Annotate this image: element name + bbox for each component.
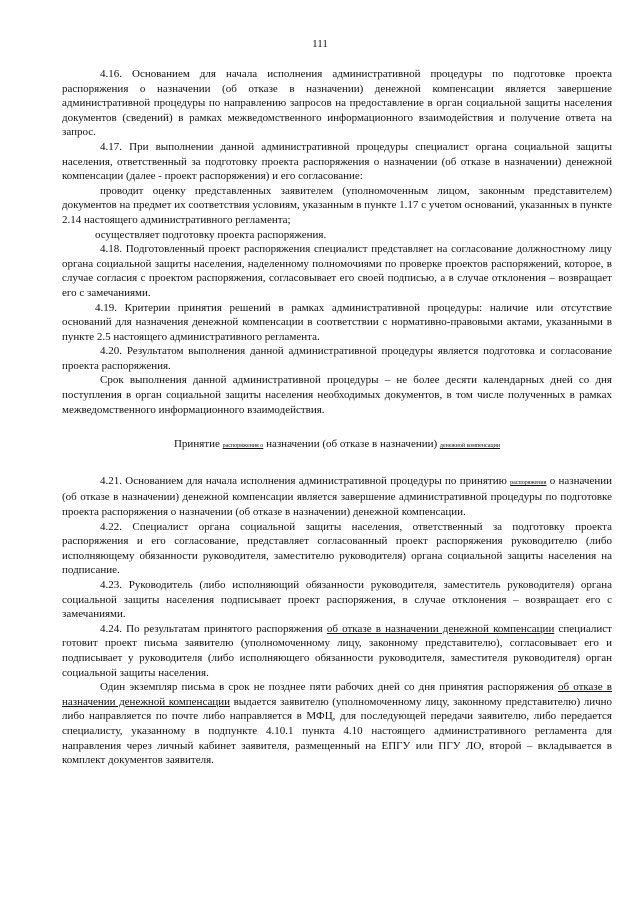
heading-small-b: денежной компенсации — [439, 443, 500, 450]
paragraph-4-21-part-b: о назначении (об отказе в назначении) денежной компенсации является завершение административной процедуры по подготовке проекта распоряжения о назначении (об отказе в назначении) денежной компенсации. — [62, 474, 613, 519]
page-number: 111 — [312, 38, 328, 50]
paragraph-letter-part-c: выдается заявителю (уполномоченному лицу, законному представителю) лично либо направляется по почте либо направляется в МФЦ, для последующей передачи заявителю, либо передается специалисту, указанному в подпункте 4.10.1 пункта 4.10 настоящего административного регламента для направления через личный кабинет заявителя, размещенный на ЕПГУ или ПГУ ЛО, второй – вкладывается в комплект документов заявителя. — [62, 695, 613, 767]
paragraph-4-17-item-1: проводит оценку представленных заявителем (уполномоченным лицом, законным представителем) документов на предмет их соответствия условиям, указанным в пункте 1.17 с учетом оснований, указанных в пункте 2.14 настоящего административного регламента; — [62, 184, 612, 226]
paragraph-deadline: Срок выполнения данной административной процедуры – не более десяти календарных дней со дня поступления в орган социальной защиты населения необходимых документов, в том числе полученных в рамках межведомственного информационного взаимодействия. — [62, 374, 612, 416]
paragraph-4-20: 4.20. Результатом выполнения данной административной процедуры является подготовка и согласование проекта распоряжения. — [62, 345, 612, 372]
paragraph-letter-underlined: об отказе в назначении денежной компенсации — [62, 681, 612, 708]
paragraph-letter — [62, 680, 612, 768]
paragraph-4-19: 4.19. Критерии принятия решений в рамках административной процедуры: наличие или отсутствие оснований для назначения денежной компенсации в соответствии с нормативно-правовыми актами, указанными в пункте 2.5 настоящего административного регламента. — [62, 301, 612, 343]
paragraph-4-24-part-a: 4.24. По результатам принятого распоряжения — [100, 622, 323, 635]
heading-text-a: Принятие — [173, 438, 220, 451]
paragraph-4-24-part-c: специалист готовит проект письма заявителю (уполномоченному лицу, законному представителю), согласовывает его и подписывает у руководителя (либо исполняющего обязанности руководителя, заместителя руководителя) орган социальной защиты населения. — [62, 622, 612, 679]
paragraph-4-16: 4.16. Основанием для начала исполнения административной процедуры по подготовке проекта распоряжения о назначении (об отказе в назначении) денежной компенсации является завершение административной процедуры по направлению запросов на предоставление в орган социальной защиты населения документов (сведений) в рамках межведомственного информационного взаимодействия и получение ответа на запрос. — [62, 68, 612, 139]
heading-text-b: назначении (об отказе в назначении) — [266, 438, 438, 451]
paragraph-4-21 — [62, 474, 612, 520]
paragraph-4-21-part-a: 4.21. Основанием для начала исполнения административной процедуры по принятию — [100, 474, 507, 487]
heading-small-a: распоряжения о — [222, 443, 264, 450]
paragraph-4-21-small: распоряжения — [510, 479, 547, 486]
paragraph-4-22: 4.22. Специалист органа социальной защиты населения, ответственный за подготовку проекта распоряжения и его согласование, представляет согласованный проект распоряжения руководителю (либо исполняющему обязанности руководителя, заместителю руководителя) органа социальной защиты населения на подписание. — [62, 520, 612, 577]
paragraph-4-17: 4.17. При выполнении данной административной процедуры специалист органа социальной защиты населения, ответственный за подготовку проекта распоряжения о назначении (об отказе в назначении) денежной компенсации (далее - проект распоряжения) и его согласование: — [62, 140, 612, 183]
paragraph-letter-part-a: Один экземпляр письма в срок не позднее пяти рабочих дней со дня принятия распоряжения — [100, 681, 554, 694]
paragraph-4-24-underlined: об отказе в назначении денежной компенсации — [326, 622, 555, 635]
paragraph-4-24 — [62, 622, 612, 680]
paragraph-4-17-item-2: осуществляет подготовку проекта распоряжения. — [95, 228, 327, 241]
document-body — [62, 67, 612, 768]
paragraph-4-23: 4.23. Руководитель (либо исполняющий обязанности руководителя, заместитель руководителя) органа социальной защиты населения подписывает проект распоряжения, в случае отклонения – возвращает его с замечаниями. — [62, 579, 612, 621]
section-heading — [62, 437, 612, 454]
paragraph-4-18: 4.18. Подготовленный проект распоряжения специалист представляет на согласование должностному лицу органа социальной защиты населения, наделенному полномочиями по проверке проектов распоряжений, которое, в случае согласия с проектом распоряжения, согласовывает его своей подписью, а в случае отклонения – возвращает его с замечаниями. — [62, 243, 612, 299]
